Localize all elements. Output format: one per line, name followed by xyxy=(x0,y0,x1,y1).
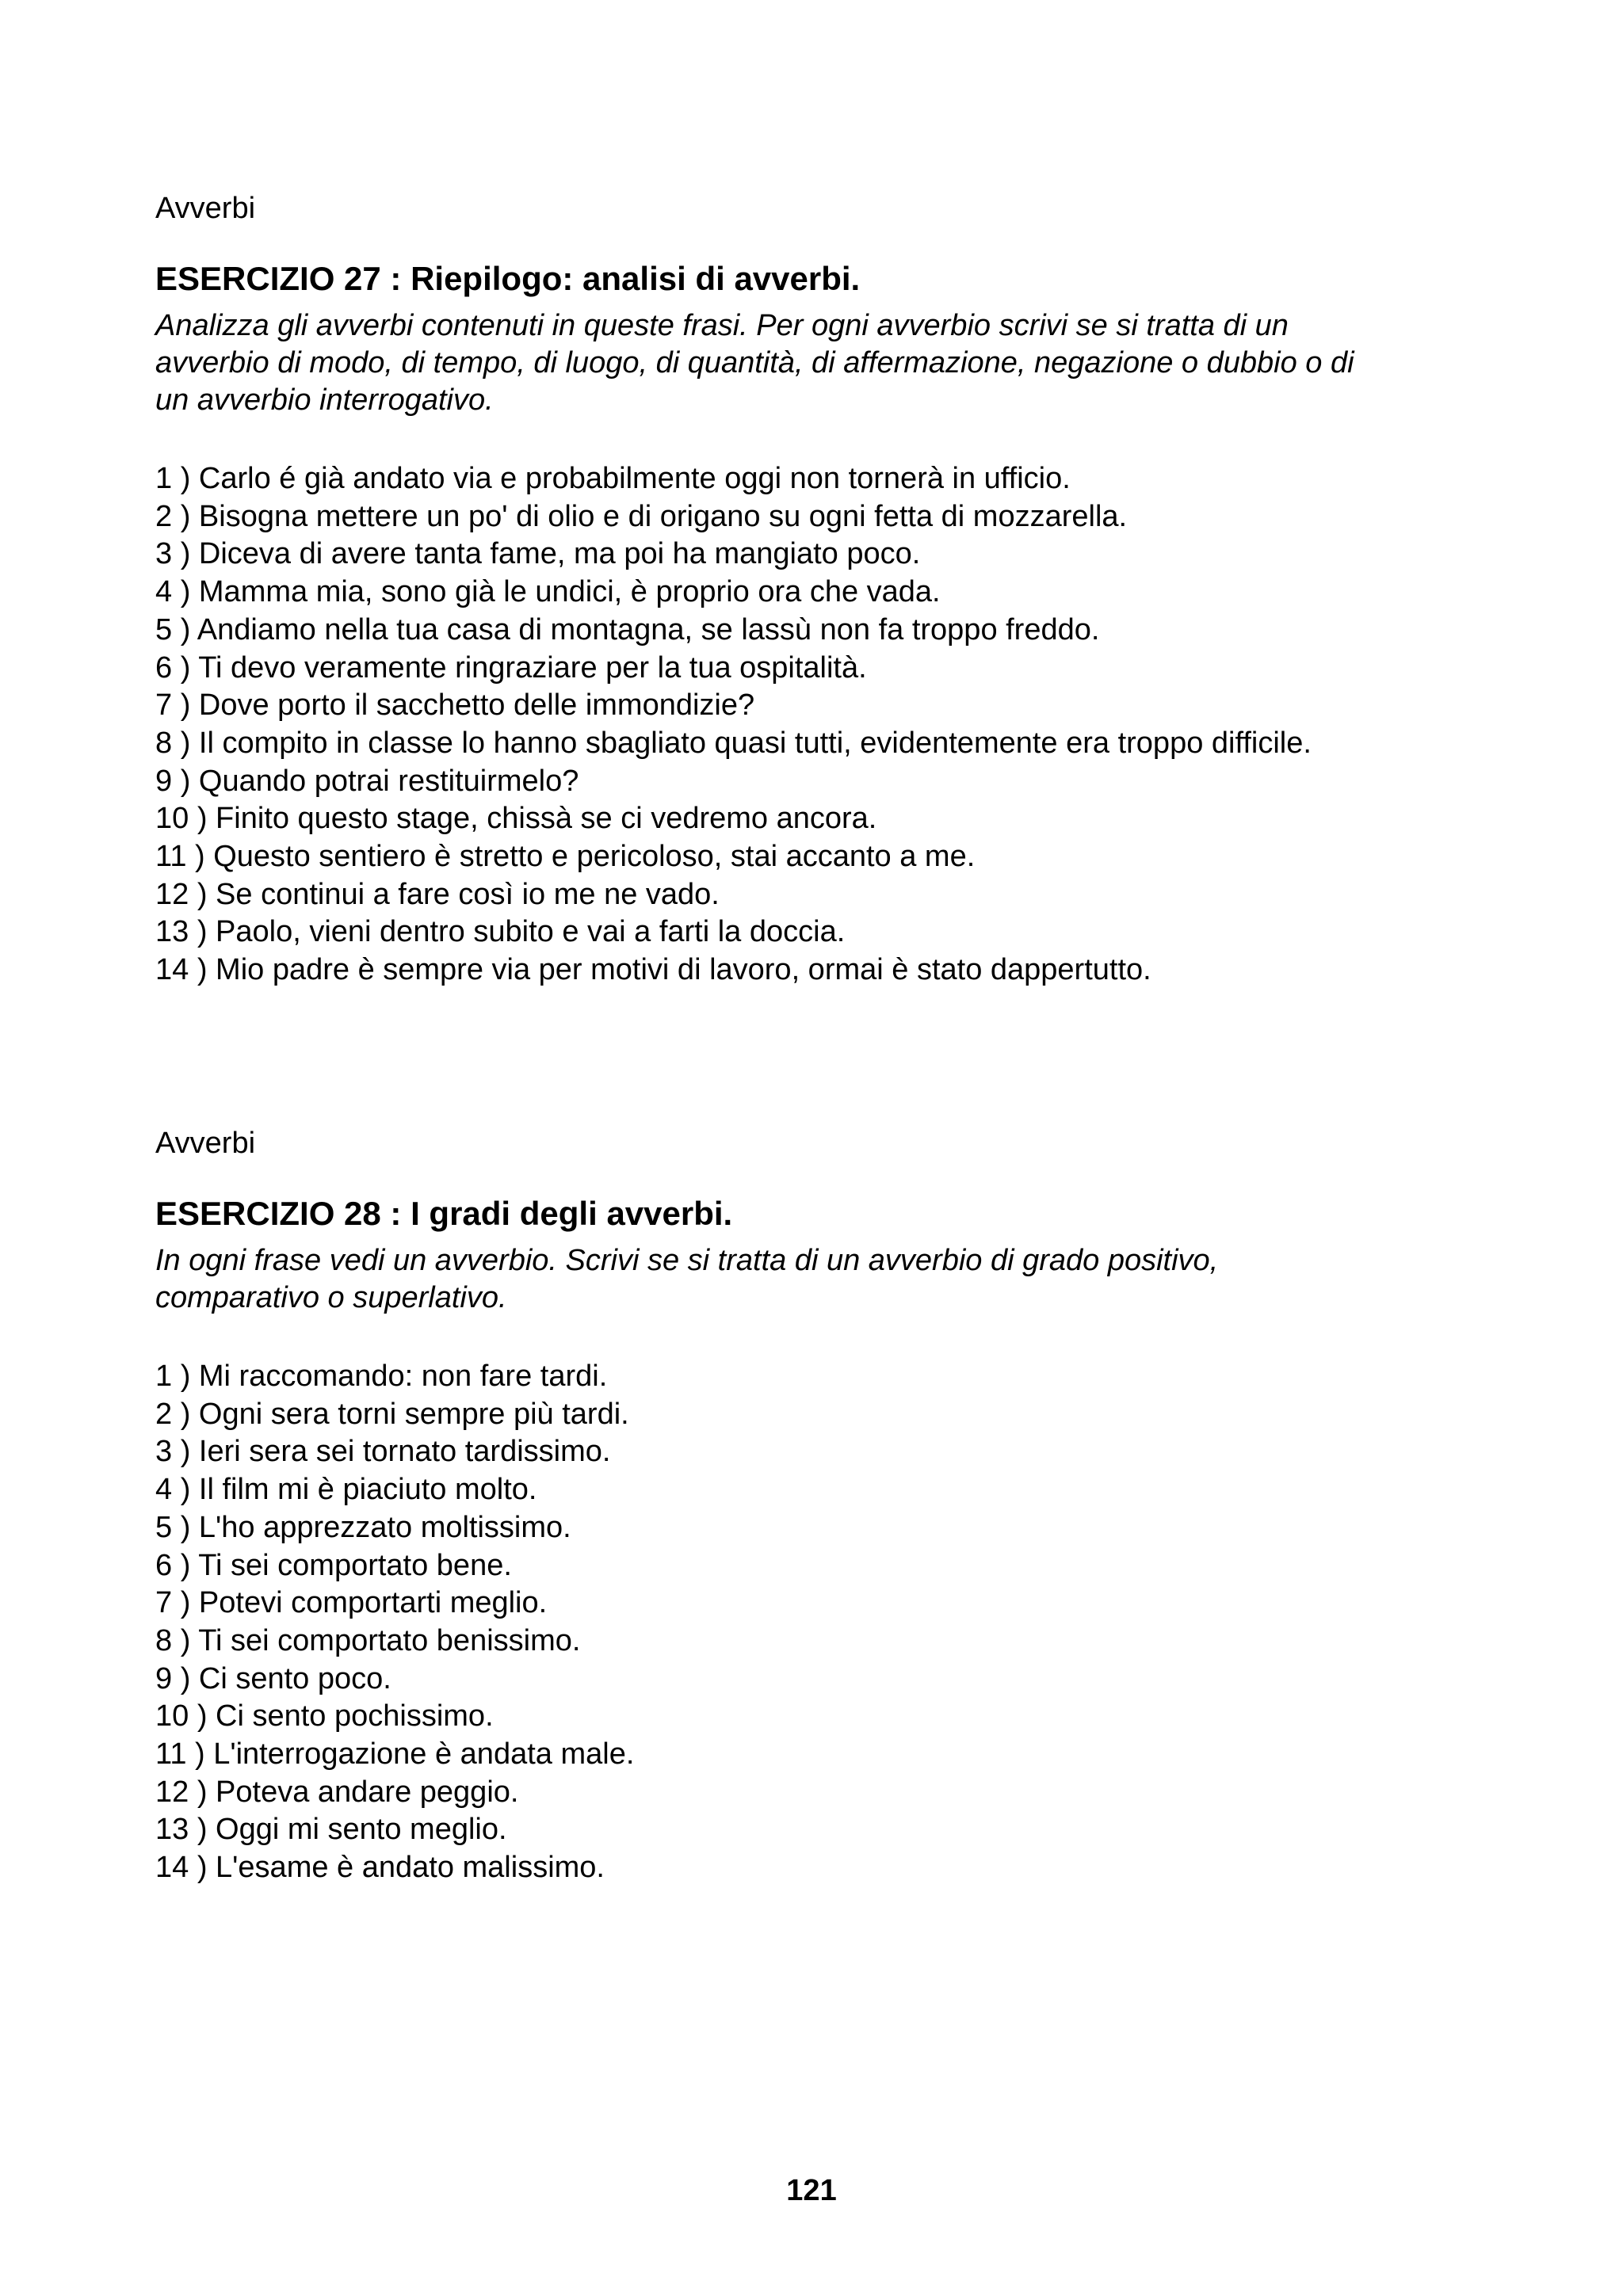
sentence-item: 1 ) Carlo é già andato via e probabilmente oggi non tornerà in ufficio. xyxy=(155,462,1071,495)
sentence-item: 14 ) Mio padre è sempre via per motivi di lavoro, ormai è stato dappertutto. xyxy=(155,953,1151,987)
sentence-list xyxy=(155,460,1487,990)
sentence-item: 5 ) Andiamo nella tua casa di montagna, se lassù non fa troppo freddo. xyxy=(155,612,1100,646)
sentence-item: 7 ) Potevi comportarti meglio. xyxy=(155,1586,548,1620)
section-label: Avverbi xyxy=(155,192,256,225)
sentence-item: 2 ) Bisogna mettere un po' di olio e di origano su ogni fetta di mozzarella. xyxy=(155,499,1128,533)
sentence-item: 6 ) Ti sei comportato bene. xyxy=(155,1548,512,1582)
sentence-item: 8 ) Ti sei comportato benissimo. xyxy=(155,1623,581,1657)
exercise-instructions: Analizza gli avverbi contenuti in queste frasi. Per ogni avverbio scrivi se si tratta di un avverbio di modo, di tempo, di luogo, di quantità, di affermazione, negazione o dubbio o di un avverbio interrogativo. xyxy=(155,309,1354,417)
sentence-item: 12 ) Poteva andare peggio. xyxy=(155,1775,519,1809)
exercise-title: ESERCIZIO 28 : I gradi degli avverbi. xyxy=(155,1195,733,1232)
page-number: 121 xyxy=(786,2174,837,2207)
exercise-27 xyxy=(155,190,1487,990)
sentence-item: 8 ) Il compito in classe lo hanno sbagliato quasi tutti, evidentemente era troppo difficile. xyxy=(155,726,1312,760)
sentence-item: 9 ) Quando potrai restituirmelo? xyxy=(155,764,579,798)
sentence-item: 5 ) L'ho apprezzato moltissimo. xyxy=(155,1510,571,1544)
sentence-item: 12 ) Se continui a fare così io me ne vado. xyxy=(155,877,720,911)
exercise-instructions: In ogni frase vedi un avverbio. Scrivi se si tratta di un avverbio di grado positivo, comparativo o superlativo. xyxy=(155,1244,1219,1314)
sentence-item: 14 ) L'esame è andato malissimo. xyxy=(155,1851,605,1885)
sentence-item: 7 ) Dove porto il sacchetto delle immondizie? xyxy=(155,688,755,723)
sentence-item: 11 ) L'interrogazione è andata male. xyxy=(155,1737,635,1772)
sentence-item: 10 ) Finito questo stage, chissà se ci vedremo ancora. xyxy=(155,802,877,836)
sentence-item: 6 ) Ti devo veramente ringraziare per la tua ospitalità. xyxy=(155,650,867,685)
section-label: Avverbi xyxy=(155,1127,256,1160)
sentence-item: 2 ) Ogni sera torni sempre più tardi. xyxy=(155,1397,629,1431)
exercise-title: ESERCIZIO 27 : Riepilogo: analisi di avverbi. xyxy=(155,260,861,297)
sentence-item: 3 ) Diceva di avere tanta fame, ma poi ha mangiato poco. xyxy=(155,537,921,571)
sentence-item: 13 ) Oggi mi sento meglio. xyxy=(155,1813,507,1847)
exercise-28 xyxy=(155,1125,1487,1887)
sentence-item: 4 ) Mamma mia, sono già le undici, è proprio ora che vada. xyxy=(155,575,941,609)
sentence-item: 1 ) Mi raccomando: non fare tardi. xyxy=(155,1360,608,1393)
sentence-item: 10 ) Ci sento pochissimo. xyxy=(155,1699,494,1733)
sentence-item: 3 ) Ieri sera sei tornato tardissimo. xyxy=(155,1435,611,1469)
sentence-list xyxy=(155,1358,1487,1887)
sentence-item: 13 ) Paolo, vieni dentro subito e vai a farti la doccia. xyxy=(155,915,846,949)
sentence-item: 11 ) Questo sentiero è stretto e pericoloso, stai accanto a me. xyxy=(155,840,976,874)
sentence-item: 4 ) Il film mi è piaciuto molto. xyxy=(155,1473,537,1507)
sentence-item: 9 ) Ci sento poco. xyxy=(155,1661,391,1695)
